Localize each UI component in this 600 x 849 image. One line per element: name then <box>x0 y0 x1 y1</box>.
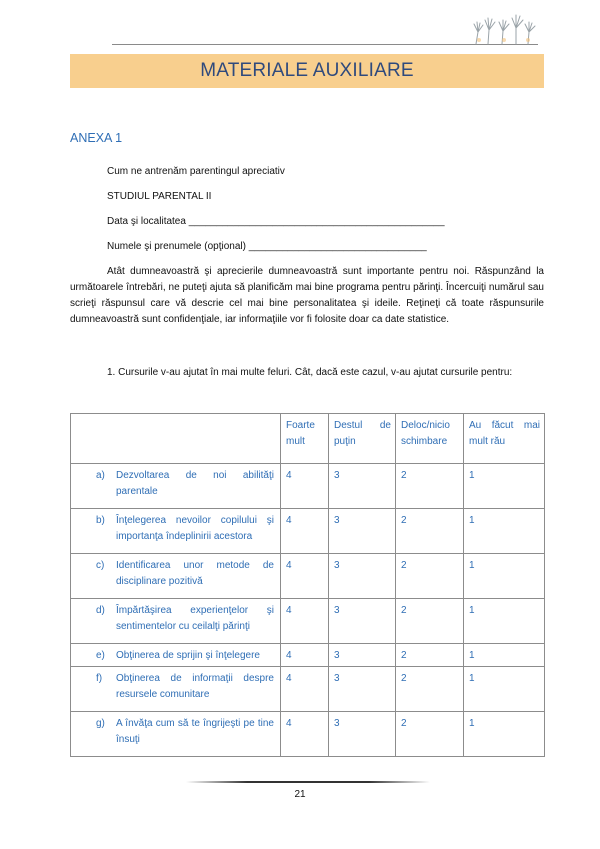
score-option[interactable]: 3 <box>329 644 396 667</box>
header-cell: Destul de puţin <box>329 414 396 464</box>
table-row <box>71 712 545 757</box>
footer-rule <box>186 781 430 783</box>
form-subtitle: Cum ne antrenăm parentingul apreciativ <box>107 166 285 177</box>
item-text: A învăţa cum să te îngrijeşti pe tine însuţi <box>116 718 274 745</box>
score-option[interactable]: 2 <box>396 667 464 712</box>
page-number: 21 <box>294 789 306 800</box>
item-letter: b) <box>96 515 105 526</box>
score-option[interactable]: 2 <box>396 712 464 757</box>
score-option[interactable]: 4 <box>281 509 329 554</box>
score-option[interactable]: 4 <box>281 464 329 509</box>
score-option[interactable]: 4 <box>281 644 329 667</box>
score-option[interactable]: 1 <box>464 509 545 554</box>
score-option[interactable]: 3 <box>329 509 396 554</box>
table-header-row <box>71 414 545 464</box>
score-option[interactable]: 2 <box>396 509 464 554</box>
score-option[interactable]: 1 <box>464 464 545 509</box>
table-row <box>71 667 545 712</box>
item-cell <box>71 509 281 554</box>
item-letter: f) <box>96 673 103 684</box>
item-letter: c) <box>96 560 105 571</box>
title-banner <box>70 54 544 88</box>
header-cell: Foarte mult <box>281 414 329 464</box>
header-cell: Deloc/nicio schimbare <box>396 414 464 464</box>
raised-hands-icon <box>470 10 540 46</box>
item-text: Dezvoltarea de noi abilităţi parentale <box>116 470 274 497</box>
item-letter: d) <box>96 605 105 616</box>
score-option[interactable]: 1 <box>464 644 545 667</box>
rating-table <box>70 413 545 757</box>
item-text: Împărtăşirea experienţelor şi sentimentelor cu ceilalţi părinţi <box>116 605 274 632</box>
score-option[interactable]: 4 <box>281 599 329 644</box>
score-option[interactable]: 3 <box>329 599 396 644</box>
page-title: MATERIALE AUXILIARE <box>200 60 414 81</box>
score-option[interactable]: 1 <box>464 554 545 599</box>
name-field: Numele şi prenumele (opţional) ________________________________ <box>107 241 427 252</box>
score-option[interactable]: 2 <box>396 599 464 644</box>
intro-paragraph: Atât dumneavoastră şi aprecierile dumneavoastră sunt importante pentru noi. Răspunzând la următoarele întrebări, ne puteţi ajuta să planificăm mai bine programa pentru părinţi. Încercuiţi numărul sau scrieţi răspunsul care vă descrie cel mai bine personalitatea şi ideile. Reţineţi că toate răspunsurile dumneavoastră sunt confidenţiale, iar informaţiile vor fi folosite doar ca date statistice. <box>70 266 544 325</box>
question-1: 1. Cursurile v-au ajutat în mai multe feluri. Cât, dacă este cazul, v-au ajutat cursurile pentru: <box>107 367 513 378</box>
score-option[interactable]: 4 <box>281 667 329 712</box>
table-row <box>71 554 545 599</box>
table-row <box>71 599 545 644</box>
score-option[interactable]: 3 <box>329 554 396 599</box>
study-title: STUDIUL PARENTAL II <box>107 191 212 202</box>
item-cell <box>71 712 281 757</box>
item-cell <box>71 599 281 644</box>
item-text: Identificarea unor metode de disciplinare pozitivă <box>116 560 274 587</box>
item-cell <box>71 667 281 712</box>
item-text: Obţinerea de sprijin şi înţelegere <box>116 650 260 661</box>
score-option[interactable]: 3 <box>329 667 396 712</box>
item-cell <box>71 554 281 599</box>
score-option[interactable]: 1 <box>464 667 545 712</box>
item-cell <box>71 464 281 509</box>
score-option[interactable]: 2 <box>396 644 464 667</box>
table-row <box>71 464 545 509</box>
item-letter: g) <box>96 718 105 729</box>
score-option[interactable]: 1 <box>464 599 545 644</box>
item-text: Înţelegerea nevoilor copilului şi importanţa îndeplinirii acestora <box>116 515 274 542</box>
score-option[interactable]: 3 <box>329 464 396 509</box>
item-text: Obţinerea de informaţii despre resursele comunitare <box>116 673 274 700</box>
item-cell <box>71 644 281 667</box>
score-option[interactable]: 4 <box>281 554 329 599</box>
score-option[interactable]: 1 <box>464 712 545 757</box>
date-location-field: Data şi localitatea ______________________________________________ <box>107 216 445 227</box>
score-option[interactable]: 4 <box>281 712 329 757</box>
score-option[interactable]: 3 <box>329 712 396 757</box>
annex-heading: ANEXA 1 <box>70 131 123 145</box>
header-cell: Au făcut mai mult rău <box>464 414 545 464</box>
score-option[interactable]: 2 <box>396 554 464 599</box>
score-option[interactable]: 2 <box>396 464 464 509</box>
table-row <box>71 644 545 667</box>
header-cell-empty <box>71 414 281 464</box>
item-letter: a) <box>96 470 105 481</box>
item-letter: e) <box>96 650 105 661</box>
table-row <box>71 509 545 554</box>
